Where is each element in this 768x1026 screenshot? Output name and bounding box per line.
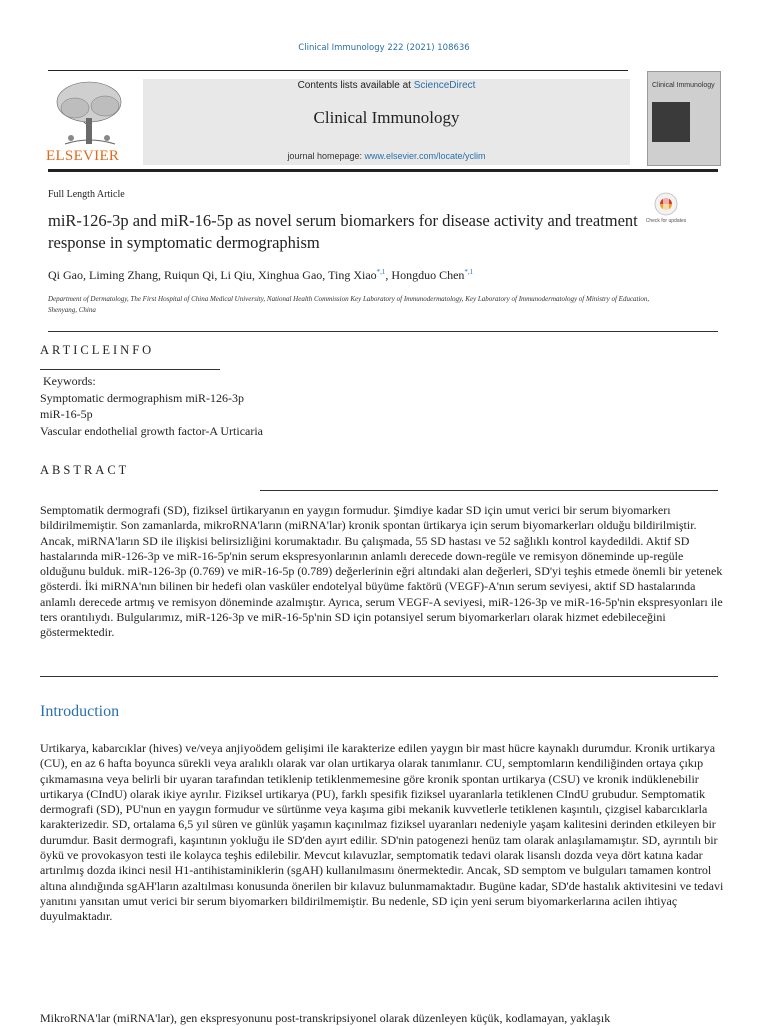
cover-title: Clinical Immunology	[652, 82, 715, 89]
authors-text[interactable]: Qi Gao, Liming Zhang, Ruiqun Qi, Li Qiu, Xinghua Gao, Ting Xiao	[48, 268, 377, 282]
journal-homepage-line	[143, 151, 630, 161]
abstract-text: Semptomatik dermografi (SD), fiziksel ürtikaryanın en yaygın formudur. Şimdiye kadar SD için umut verici bir serum biyomarkerı bildirilmemiştir. Son zamanlarda, mikroRNA'ların (miRNA'lar) kronik spontan ürtikarya için serum biyomarkerları olduğu bildirilmiştir. Ancak, miRNA'ların SD ile ilişkisi belirsizliğini korumaktadır. Bu çalışmada, 55 SD hastası ve 52 sağlıklı kontrol kaydedildi. Aktif SD hastalarında miR-126-3p ve miR-16-5p'nin serum ekspresyonlarının anlamlı derecede down-regüle ve remisyon döneminde up-regüle olduğunu bulduk. miR-126-3p (0.769) ve miR-16-5p (0.789) değerlerinin eğri altındaki alan değerleri, SD'yi teşhis etmede önemli bir yetenek gösterdi. İki miRNA'nın bilinen bir hedefi olan vasküler endotelyal büyüme faktörü (VEGF)-A'nın serum seviyesi, aktif SD hastalarında anlamlı derecede artmış ve remisyon döneminde azalmıştır. Ayrıca, serum VEGF-A seviyesi, miR-126-3p ve miR-16-5p'nin ekspresyonları ile ters orantılıydı. Bulgularımız, miR-126-3p ve miR-16-5p'nin SD için potansiyel serum biyomarkerları olarak hizmet edebileceğini göstermektedir.	[40, 503, 723, 640]
abstract-top-rule	[260, 490, 718, 491]
introduction-paragraph: MikroRNA'lar (miRNA'lar), gen ekspresyonunu post-transkripsiyonel olarak düzenleyen küçük, kodlamayan, yaklaşık	[40, 1011, 611, 1025]
check-badge-label: Check for updates	[646, 218, 686, 224]
contents-prefix: Contents lists available at	[297, 80, 414, 91]
sciencedirect-link[interactable]: ScienceDirect	[413, 80, 476, 91]
check-for-updates-badge[interactable]	[646, 190, 686, 230]
abstract-bottom-rule	[40, 676, 718, 677]
keyword-line: Symptomatic dermographism miR-126-3p	[40, 390, 244, 405]
author-footnote-marker[interactable]: *,1	[376, 268, 386, 276]
article-info-underline	[40, 369, 220, 370]
author-list	[48, 268, 473, 283]
article-title: miR-126-3p and miR-16-5p as novel serum biomarkers for disease activity and treatment response in symptomatic dermographism	[48, 211, 638, 252]
author-affiliation: Department of Dermatology, The First Hospital of China Medical University, National Health Commission Key Laboratory of Immunodermatology, Key Laboratory of Immunodermatology of Ministry of Education, Shenyang, China	[48, 295, 650, 314]
header-top-rule	[48, 70, 628, 71]
contents-line	[143, 80, 630, 91]
article-info-rule	[48, 331, 718, 332]
homepage-prefix: journal homepage:	[287, 151, 365, 161]
article-type: Full Length Article	[48, 189, 125, 200]
introduction-paragraph: Urtikarya, kabarcıklar (hives) ve/veya anjiyoödem gelişimi ile karakterize edilen yaygın bir mast hücre kaynaklı durumdur. Kronik urtikarya (CU), en az 6 hafta boyunca sürekli veya aralıklı olarak var olan urtikarya olarak tanımlanır. CU, semptomların kendiliğinden ortaya çıkıp çıkmamasına veya belirli bir uyaran tarafından tetiklenip tetiklenmemesine göre kronik spontan urtikarya (CSU) ve kronik indüklenebilir urtikarya (CIndU) olarak ikiye ayrılır. Fiziksel urtikarya (PU), farklı spesifik fiziksel uyaranlarla tetiklenen CIndU grubudur. Semptomatik dermografi (SD), PU'nun en yaygın formudur ve sürtünme veya kaşıma gibi mekanik kuvvetlerle tetiklenen kaşıntılı, çizgisel kabarcıklarla karakterizedir. SD, ortalama 6,5 yıl süren ve günlük yaşamın kaçınılmaz fiziksel uyaranları nedeniyle yaşam kalitesini derinden etkileyen bir durumdur. Basit dermografi, kaşıntının yokluğu ile SD'den ayırt edilir. SD'nin patogenezi henüz tam olarak anlaşılamamıştır. SD, ayrıntılı bir öykü ve provokasyon testi ile kolayca teşhis edilebilir. Mevcut kılavuzlar, semptomatik tedavi olarak lisanslı dozda veya dört katına kadar artırılmış dozda ikinci nesil H1-antihistaminiklerin (sgAH) kullanılmasını önermektedir. Ancak, SD semptom ve bulguları tamamen kontrol altına alındığında sgAH'ların azaltılması konusunda önerilen bir kılavuz bulunmamaktadır. Bugüne kadar, SD'de hastalık aktivitesini ve tedavi yanıtını yansıtan umut verici bir serum biyomarkerı bildirilmemiştir. Bu nedenle, SD için yeni serum biyomarkerlarına acilen ihtiyaç duyulmaktadır.	[40, 741, 724, 924]
journal-cover-thumbnail[interactable]	[647, 71, 721, 166]
keywords-label: Keywords:	[43, 374, 96, 388]
keyword-line: Vascular endothelial growth factor-A Urticaria	[40, 423, 264, 438]
journal-reference[interactable]: Clinical Immunology 222 (2021) 108636	[298, 43, 470, 53]
header-bottom-rule	[48, 169, 718, 172]
author-footnote-marker[interactable]: *,1	[464, 268, 474, 276]
last-author[interactable]: , Hongduo Chen	[385, 268, 465, 282]
keywords-block	[40, 373, 263, 439]
publisher-wordmark: ELSEVIER	[46, 148, 120, 164]
abstract-heading: ABSTRACT	[40, 463, 130, 477]
keyword-line: miR-16-5p	[40, 407, 93, 421]
article-info-heading: ARTICLEINFO	[40, 343, 155, 357]
introduction-heading: Introduction	[40, 703, 120, 720]
cover-image	[652, 102, 690, 142]
journal-title: Clinical Immunology	[313, 108, 460, 127]
homepage-link[interactable]: www.elsevier.com/locate/yclim	[364, 151, 486, 161]
